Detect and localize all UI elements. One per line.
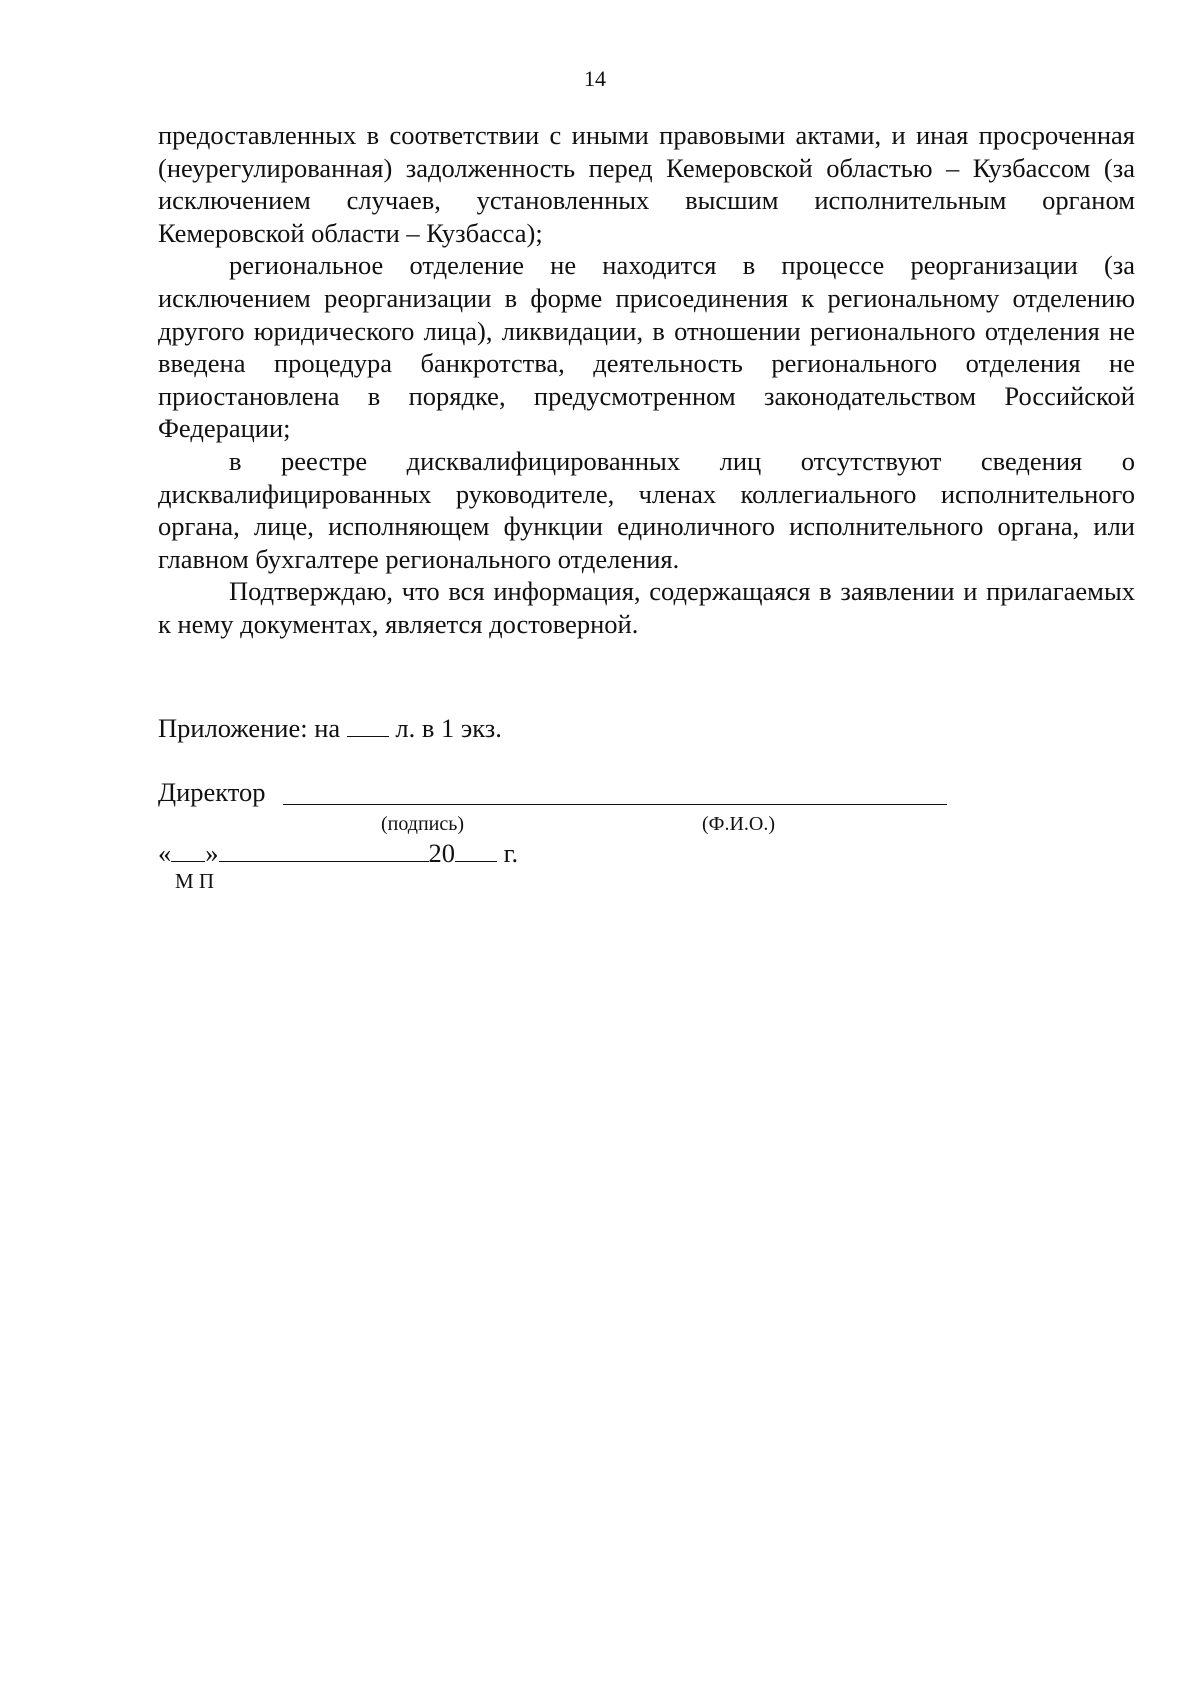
date-close-quote: »	[205, 838, 219, 868]
appendix-prefix: Приложение: на	[158, 713, 347, 743]
paragraph-disqualification-registry: в реестре дисквалифицированных лиц отсутствуют сведения о дисквалифицированных руководителе, членах коллегиального исполнительного органа, лице, исполняющем функции единоличного исполнительного органа, или главном бухгалтере регионального отделения.	[158, 445, 1135, 574]
signature-caption: (подпись)	[381, 813, 465, 835]
paragraph-confirmation: Подтверждаю, что вся информация, содержащаяся в заявлении и прилагаемых к нему документах, является достоверной.	[158, 576, 1135, 639]
date-day-blank[interactable]	[171, 839, 205, 862]
appendix-line	[158, 712, 502, 744]
date-year-blank[interactable]	[455, 839, 497, 862]
paragraph-reorganization: региональное отделение не находится в процессе реорганизации (за исключением реорганизации в форме присоединения к региональному отделению другого юридического лица), ликвидации, в отношении регионального отделения не введена процедура банкротства, деятельность регионального отделения не приостановлена в порядке, предусмотренном законодательством Российской Федерации;	[158, 250, 1135, 444]
date-open-quote: «	[158, 838, 172, 868]
director-label: Директор	[158, 777, 266, 807]
date-year-prefix: 20	[428, 838, 455, 868]
document-body	[158, 119, 1135, 641]
date-month-blank[interactable]	[219, 839, 429, 862]
page-number: 14	[584, 66, 606, 91]
appendix-suffix: л. в 1 экз.	[388, 713, 502, 743]
name-caption: (Ф.И.О.)	[702, 813, 776, 835]
date-year-suffix: г.	[497, 838, 519, 868]
paragraph-debt-continuation: предоставленных в соответствии с иными правовыми актами, и иная просроченная (неурегулированная) задолженность перед Кемеровской областью – Кузбассом (за исключением случаев, установленных высшим исполнительным органом Кемеровской области – Кузбасса);	[158, 120, 1135, 248]
date-line	[158, 837, 518, 869]
stamp-place-label: М П	[175, 869, 215, 893]
appendix-pages-blank[interactable]	[347, 714, 389, 737]
director-signature-line[interactable]	[283, 804, 947, 805]
